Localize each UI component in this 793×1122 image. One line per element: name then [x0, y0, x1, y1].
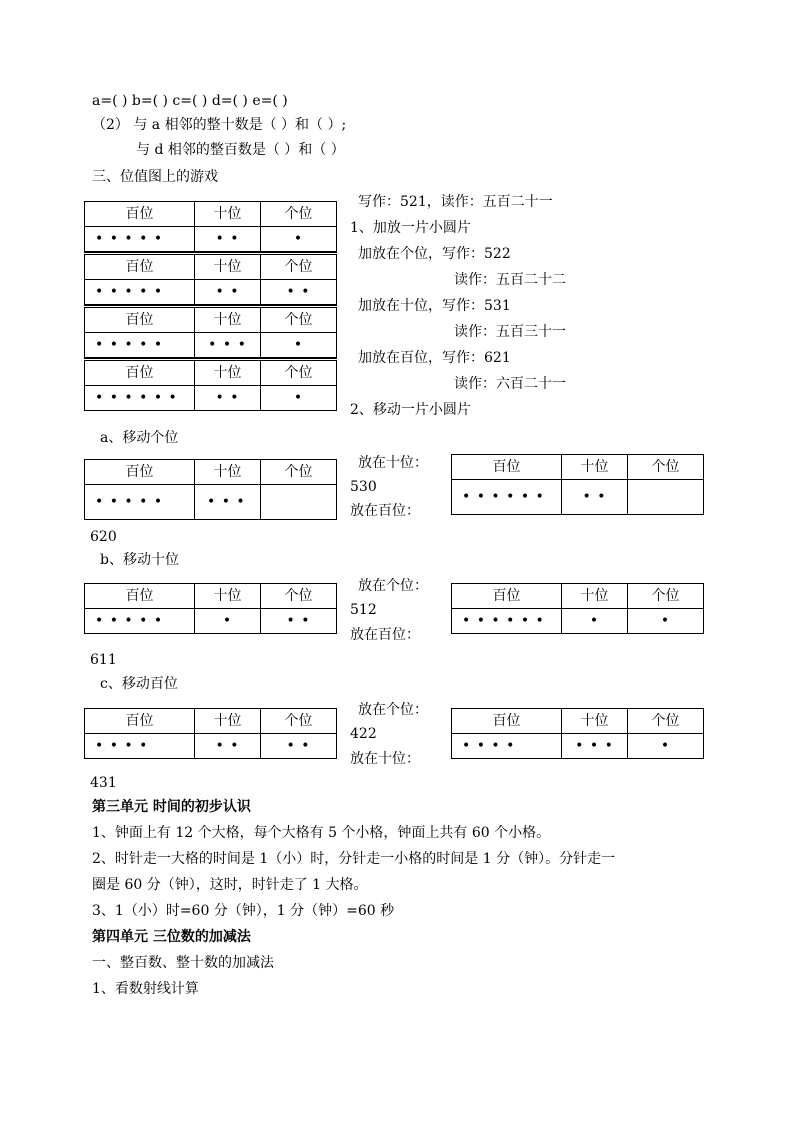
unit3-line-3: 圈是 60 分（钟），这时，时针走了 1 大格。	[92, 877, 368, 893]
ones-dots: •	[628, 734, 704, 759]
header-tens: 十位	[562, 709, 628, 734]
header-row	[452, 455, 704, 480]
header-ones: 个位	[261, 307, 337, 333]
explain-write-read: 写作：521，读作：五百二十一	[358, 194, 553, 210]
header-tens: 十位	[195, 460, 261, 485]
unit3-line-1: 1、钟面上有 12 个大格，每个大格有 5 个小格，钟面上共有 60 个小格。	[92, 825, 551, 841]
header-ones: 个位	[261, 254, 337, 280]
hundreds-dots: • • • • •	[85, 333, 195, 358]
move-c-put1: 放在个位：	[358, 702, 428, 718]
dots-row	[85, 734, 337, 759]
hundreds-dots: • • • • •	[85, 227, 195, 252]
abcde-blanks: a=( ) b=( ) c=( ) d=( ) e=( )	[92, 93, 288, 109]
dots-row	[85, 227, 337, 252]
header-ones: 个位	[628, 709, 704, 734]
header-row	[85, 709, 337, 734]
move-c-val1: 422	[350, 726, 377, 742]
ones-dots: •	[261, 227, 337, 252]
unit3-line-2: 2、时针走一大格的时间是 1（小）时，分针走一小格的时间是 1 分（钟）。分针走一	[92, 851, 616, 867]
header-row	[452, 584, 704, 609]
header-hundreds: 百位	[85, 584, 195, 609]
header-tens: 十位	[195, 254, 261, 280]
header-tens: 十位	[195, 202, 261, 227]
ones-dots: • •	[261, 609, 337, 634]
dots-row	[85, 386, 337, 411]
move-c-label: c、移动百位	[100, 676, 178, 692]
tens-dots: • •	[195, 734, 261, 759]
dots-row	[85, 333, 337, 358]
header-tens: 十位	[195, 584, 261, 609]
ones-dots	[261, 485, 337, 520]
ones-dots: •	[261, 386, 337, 411]
move-a-val2: 620	[90, 529, 117, 545]
explain-move-heading: 2、移动一片小圆片	[350, 402, 471, 418]
move-b-label: b、移动十位	[100, 552, 179, 568]
hundreds-dots: • • • • • •	[452, 609, 562, 634]
unit3-title: 第三单元 时间的初步认识	[92, 799, 251, 815]
header-tens: 十位	[195, 709, 261, 734]
header-row	[85, 202, 337, 227]
header-hundreds: 百位	[452, 709, 562, 734]
move-c-left-table	[84, 708, 337, 759]
hundreds-dots: • • • • •	[85, 280, 195, 305]
header-ones: 个位	[261, 584, 337, 609]
header-hundreds: 百位	[85, 254, 195, 280]
ones-dots	[628, 480, 704, 515]
header-hundreds: 百位	[452, 455, 562, 480]
place-value-table-2	[84, 252, 337, 305]
explain-read-tens: 读作：五百三十一	[454, 324, 566, 340]
dots-row	[85, 280, 337, 305]
move-b-left-table	[84, 583, 337, 634]
header-ones: 个位	[628, 455, 704, 480]
move-c-val2: 431	[90, 775, 117, 791]
tens-dots: • •	[195, 227, 261, 252]
header-hundreds: 百位	[85, 709, 195, 734]
header-hundreds: 百位	[85, 202, 195, 227]
tens-dots: • • •	[195, 333, 261, 358]
hundreds-dots: • • • • •	[85, 609, 195, 634]
header-hundreds: 百位	[85, 460, 195, 485]
header-hundreds: 百位	[85, 307, 195, 333]
header-hundreds: 百位	[85, 360, 195, 386]
dots-row	[85, 609, 337, 634]
tens-dots: •	[562, 609, 628, 634]
dots-row	[452, 480, 704, 515]
tens-dots: • • •	[195, 485, 261, 520]
tens-dots: •	[195, 609, 261, 634]
place-value-table-4	[84, 358, 337, 411]
move-b-put1: 放在个位：	[358, 578, 428, 594]
header-row	[452, 709, 704, 734]
unit4-line-1: 一、整百数、整十数的加减法	[92, 955, 274, 971]
header-tens: 十位	[195, 307, 261, 333]
move-c-put2: 放在十位：	[350, 751, 420, 767]
move-b-val1: 512	[350, 602, 377, 618]
move-a-label: a、移动个位	[100, 430, 179, 446]
unit4-line-2: 1、看数射线计算	[92, 981, 199, 997]
ones-dots: • •	[261, 734, 337, 759]
header-row	[85, 584, 337, 609]
header-row	[85, 460, 337, 485]
hundreds-dots: • • • • •	[85, 485, 195, 520]
explain-add-heading: 1、加放一片小圆片	[350, 220, 471, 236]
header-ones: 个位	[261, 360, 337, 386]
header-tens: 十位	[562, 584, 628, 609]
move-b-right-table	[451, 583, 704, 634]
header-row	[85, 360, 337, 386]
explain-read-ones: 读作：五百二十二	[454, 272, 566, 288]
move-a-val1: 530	[350, 479, 377, 495]
explain-add-tens: 加放在十位，写作：531	[358, 298, 511, 314]
hundreds-dots: • • • •	[85, 734, 195, 759]
tens-dots: • •	[195, 386, 261, 411]
move-a-put2: 放在百位：	[350, 503, 420, 519]
move-c-right-table	[451, 708, 704, 759]
tens-dots: • • •	[562, 734, 628, 759]
hundreds-dots: • • • • • •	[85, 386, 195, 411]
move-b-put2: 放在百位：	[350, 627, 420, 643]
ones-dots: • •	[261, 280, 337, 305]
hundreds-dots: • • • • • •	[452, 480, 562, 515]
move-a-right-table	[451, 454, 704, 515]
hundreds-dots: • • • •	[452, 734, 562, 759]
unit3-line-4: 3、1（小）时=60 分（钟），1 分（钟）=60 秒	[92, 903, 395, 919]
explain-add-hundreds: 加放在百位，写作：621	[358, 350, 511, 366]
tens-dots: • •	[562, 480, 628, 515]
unit4-title: 第四单元 三位数的加减法	[92, 929, 251, 945]
section3-title: 三、位值图上的游戏	[92, 169, 218, 185]
place-value-table-3	[84, 305, 337, 358]
dots-row	[452, 609, 704, 634]
header-row	[85, 307, 337, 333]
place-value-stack	[84, 201, 337, 411]
dots-row	[85, 485, 337, 520]
header-hundreds: 百位	[452, 584, 562, 609]
header-ones: 个位	[261, 709, 337, 734]
explain-add-ones: 加放在个位，写作：522	[358, 246, 511, 262]
header-tens: 十位	[195, 360, 261, 386]
ones-dots: •	[628, 609, 704, 634]
header-tens: 十位	[562, 455, 628, 480]
q2-hundreds-line: 与 d 相邻的整百数是（ ）和（ ）	[136, 142, 345, 158]
move-a-left-table	[84, 459, 337, 520]
header-ones: 个位	[261, 460, 337, 485]
dots-row	[452, 734, 704, 759]
move-b-val2: 611	[90, 652, 117, 668]
move-a-put1: 放在十位：	[358, 455, 428, 471]
tens-dots: • •	[195, 280, 261, 305]
q2-tens-line: （2） 与 a 相邻的整十数是（ ）和（ ）;	[92, 117, 347, 133]
place-value-table-1	[84, 201, 337, 252]
explain-read-hundreds: 读作：六百二十一	[454, 376, 566, 392]
header-ones: 个位	[628, 584, 704, 609]
header-ones: 个位	[261, 202, 337, 227]
ones-dots: •	[261, 333, 337, 358]
header-row	[85, 254, 337, 280]
